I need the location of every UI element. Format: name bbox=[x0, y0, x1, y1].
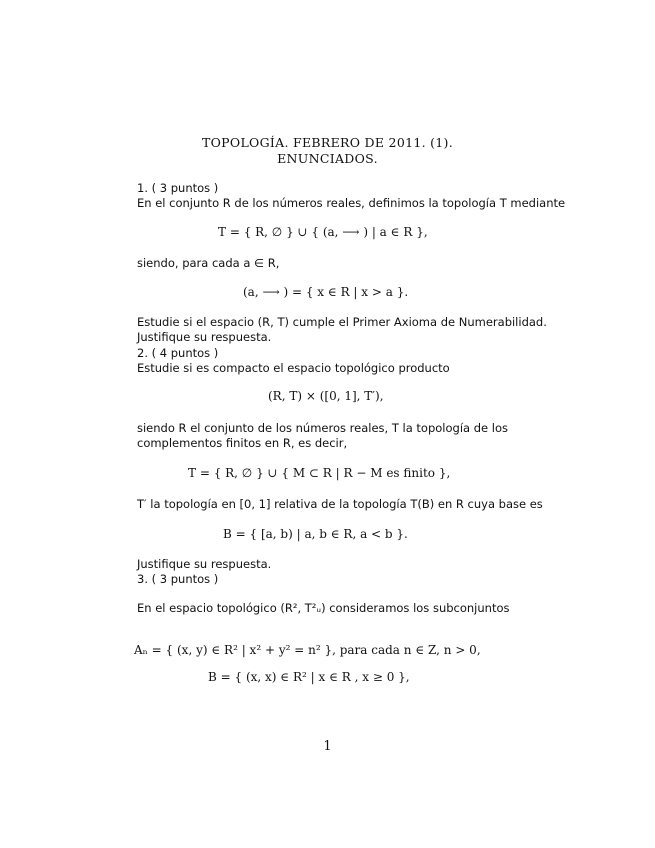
problem-1-formula-topology: T = { R, ∅ } ∪ { (a, ⟶ ) | a ∈ R }, bbox=[218, 225, 428, 239]
problem-2-formula-base: B = { [a, b) | a, b ∈ R, a < b }. bbox=[223, 527, 408, 541]
problem-3-formula-an: Aₙ = { (x, y) ∈ R² | x² + y² = n² }, para cada n ∈ Z, n > 0, bbox=[134, 643, 481, 657]
problem-1-justify: Justifique su respuesta. bbox=[137, 330, 272, 344]
problem-2-desc-line2: complementos finitos en R, es decir, bbox=[137, 436, 348, 450]
problem-3-intro: En el espacio topológico (R², T²ᵤ) consideramos los subconjuntos bbox=[137, 601, 510, 615]
page-title: TOPOLOGÍA. FEBRERO DE 2011. (1). bbox=[202, 135, 453, 150]
problem-2-desc-line1: siendo R el conjunto de los números reales, T la topología de los bbox=[137, 421, 508, 435]
problem-3-formula-b: B = { (x, x) ∈ R² | x ∈ R , x ≥ 0 }, bbox=[208, 670, 410, 684]
problem-2-justify: Justifique su respuesta. bbox=[137, 557, 272, 571]
page-number: 1 bbox=[323, 739, 332, 754]
problem-1-heading: 1. ( 3 puntos ) bbox=[137, 181, 219, 195]
problem-1-formula-interval: (a, ⟶ ) = { x ∈ R | x > a }. bbox=[243, 285, 409, 299]
problem-2-formula-cofinite: T = { R, ∅ } ∪ { M ⊂ R | R − M es finito }, bbox=[188, 466, 451, 480]
problem-2-heading: 2. ( 4 puntos ) bbox=[137, 346, 219, 360]
page-subtitle: ENUNCIADOS. bbox=[277, 151, 378, 166]
problem-3-heading: 3. ( 3 puntos ) bbox=[137, 572, 219, 586]
problem-2-formula-product: (R, T) × ([0, 1], T′), bbox=[268, 389, 384, 403]
problem-1-para-text: siendo, para cada a ∈ R, bbox=[137, 256, 280, 270]
problem-2-intro: Estudie si es compacto el espacio topológico producto bbox=[137, 361, 450, 375]
problem-2-tprime-text: T′ la topología en [0, 1] relativa de la topología T(B) en R cuya base es bbox=[137, 497, 543, 511]
problem-1-question: Estudie si el espacio (R, T) cumple el Primer Axioma de Numerabilidad. bbox=[137, 315, 547, 329]
problem-1-intro: En el conjunto R de los números reales, definimos la topología T mediante bbox=[137, 196, 566, 210]
